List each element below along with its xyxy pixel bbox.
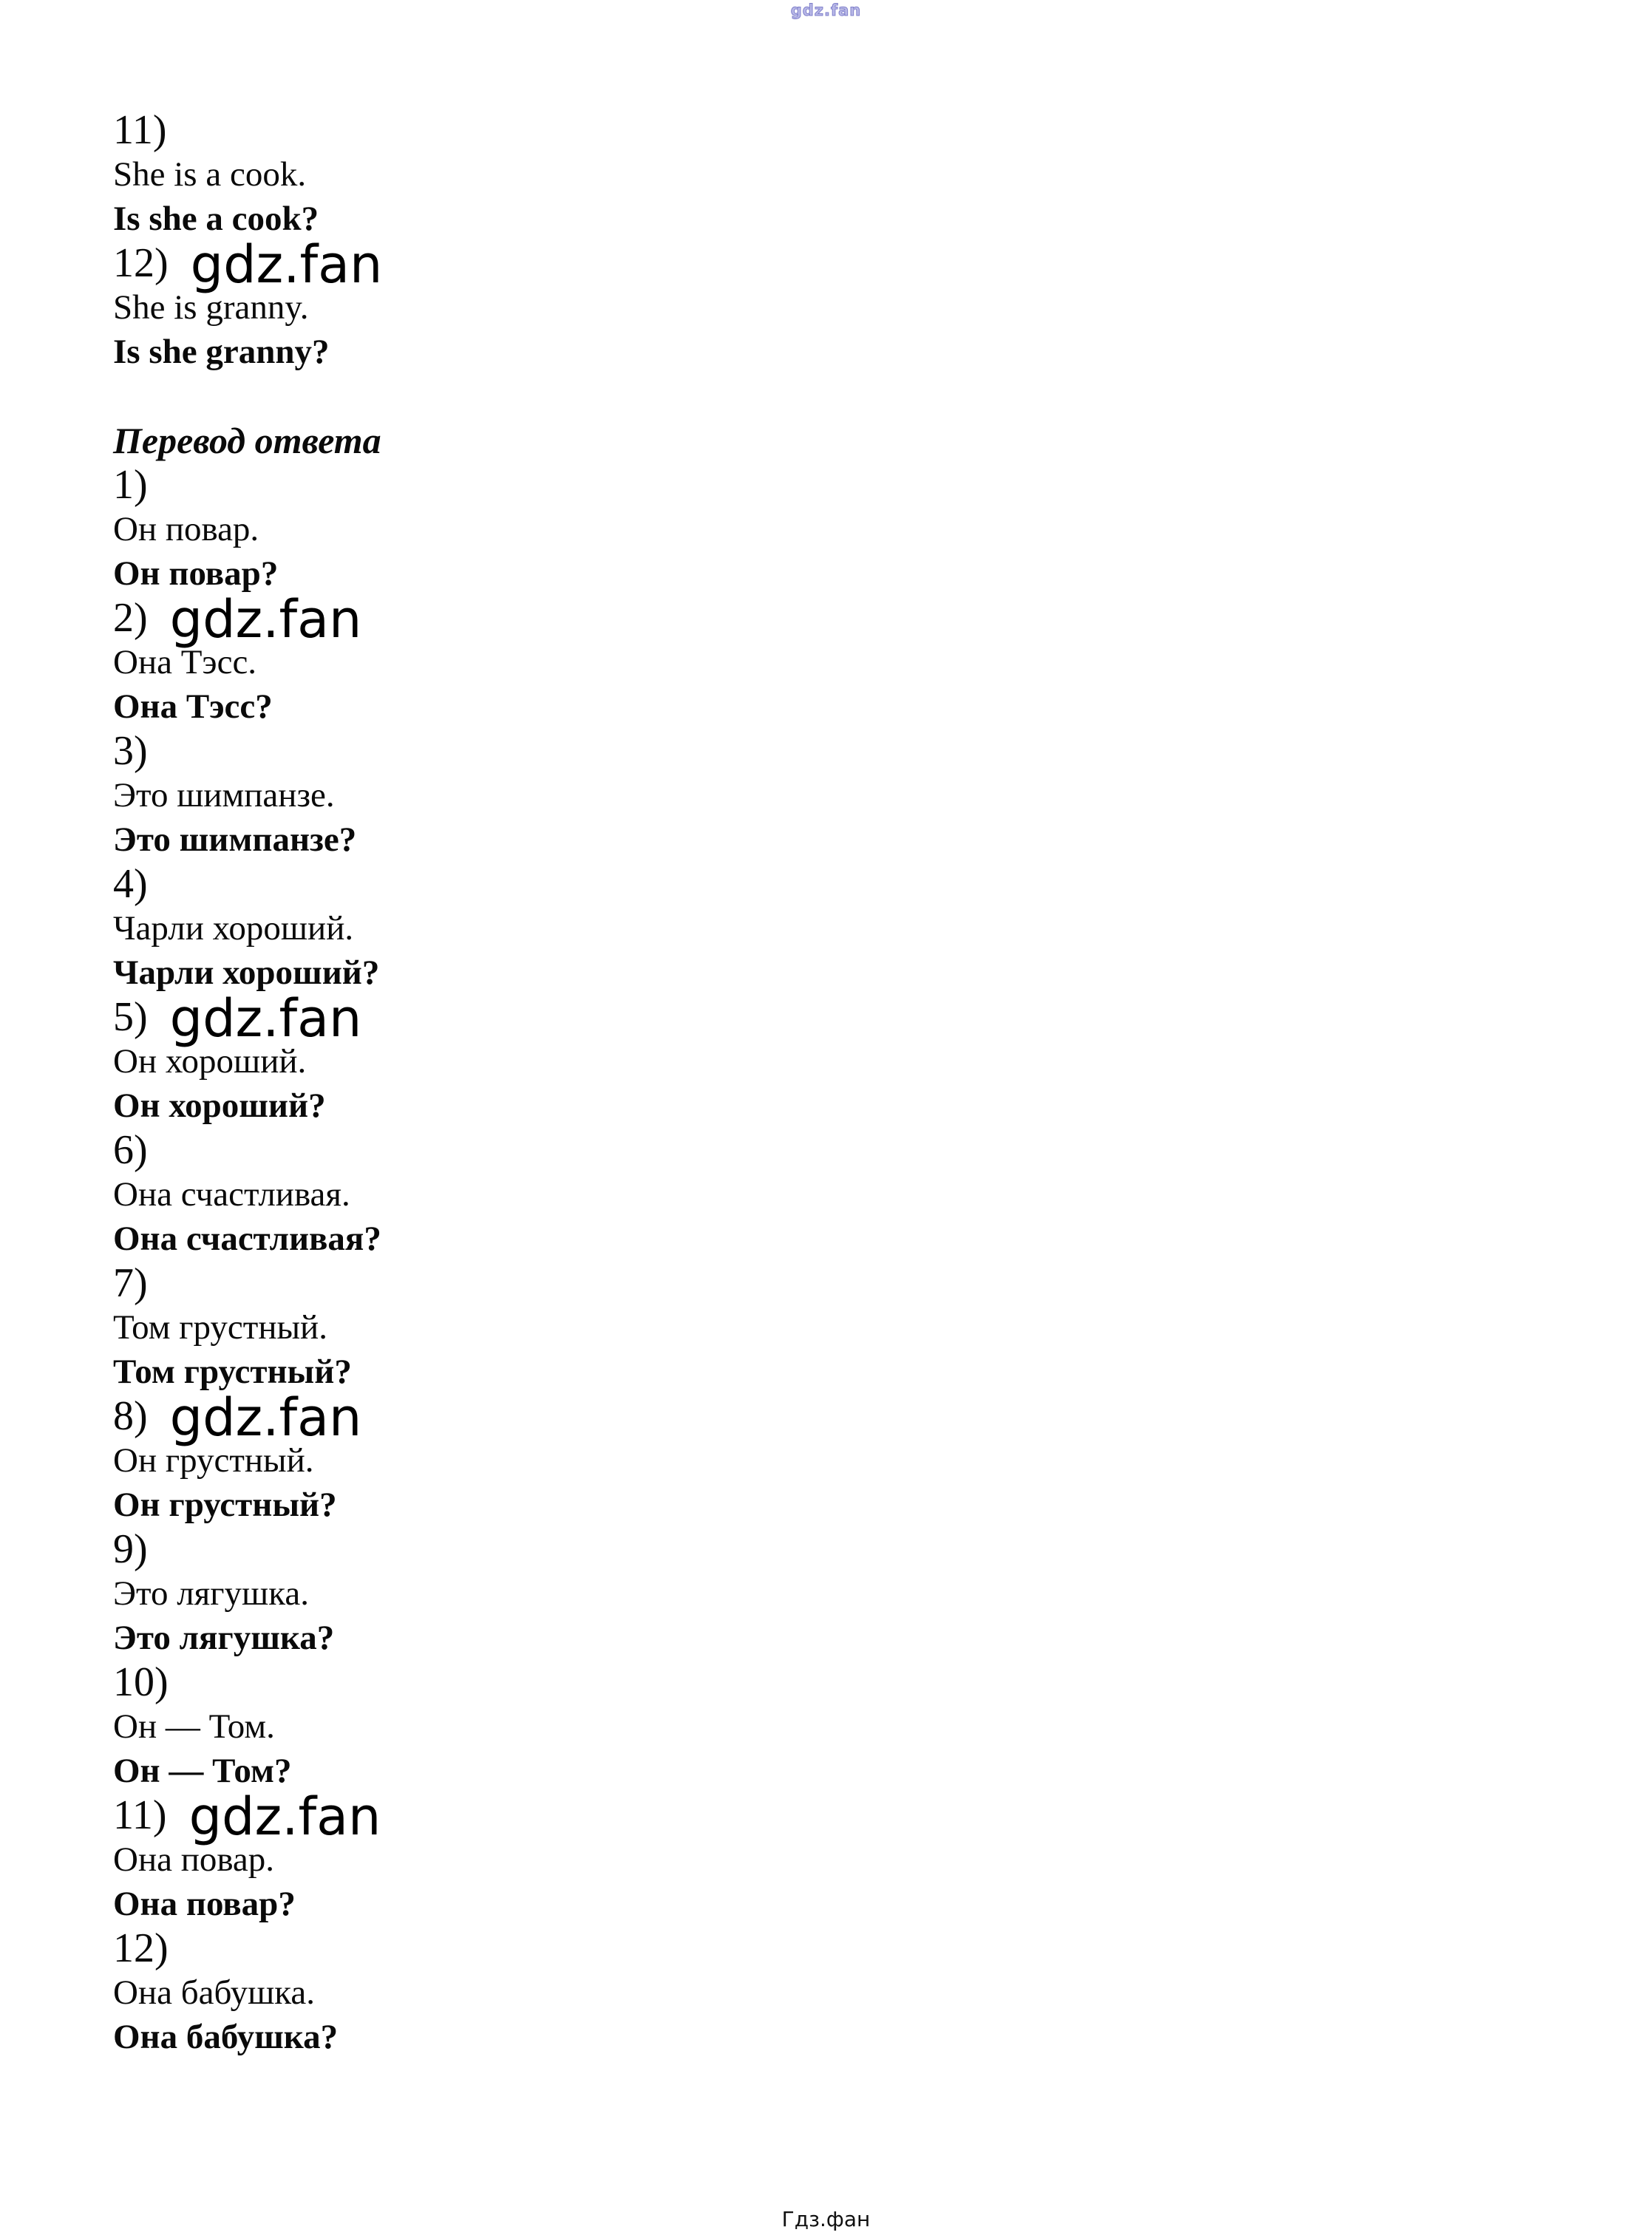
item-number-line [113, 1261, 382, 1305]
answer-item [113, 463, 382, 596]
statement-text: She is a cook. [113, 155, 307, 194]
translation-heading: Перевод ответа [113, 420, 381, 461]
statement-text: Он хороший. [113, 1042, 307, 1081]
answer-item [113, 862, 382, 995]
answer-item [113, 1128, 382, 1261]
item-number: 5) [113, 994, 148, 1040]
statement-text: Он — Том. [113, 1707, 275, 1746]
gdz-watermark: gdz.fan [188, 1786, 381, 1847]
question-text: Она бабушка? [113, 2018, 339, 2056]
statement-text: She is granny. [113, 288, 309, 327]
question-text: Он хороший? [113, 1086, 326, 1125]
statement-text: Том грустный. [113, 1308, 327, 1347]
item-number-line [113, 1926, 382, 1970]
item-number: 10) [113, 1659, 169, 1705]
question-text: Он повар? [113, 554, 279, 593]
gdz-watermark: gdz.fan [169, 589, 362, 650]
item-number-line [113, 234, 383, 295]
site-footer-label: Гдз.фан [781, 2207, 871, 2231]
statement-text: Он повар. [113, 510, 259, 548]
statement-text: Она повар. [113, 1840, 275, 1879]
item-number: 7) [113, 1260, 148, 1306]
item-number-line [113, 463, 382, 507]
answer-item [113, 108, 382, 241]
answer-item [113, 988, 382, 1128]
question-text: Is she a cook? [113, 200, 319, 238]
item-number: 6) [113, 1127, 148, 1173]
item-number: 4) [113, 861, 148, 907]
answer-item [113, 1926, 382, 2059]
answer-item [113, 729, 382, 862]
statement-text: Это шимпанзе. [113, 776, 335, 814]
question-text: Is she granny? [113, 333, 330, 371]
statement-text: Она счастливая. [113, 1175, 350, 1214]
item-number-line [113, 988, 382, 1049]
question-text: Она Тэсс? [113, 687, 273, 726]
item-number-line [113, 589, 382, 650]
statement-text: Он грустный. [113, 1441, 314, 1480]
item-number: 1) [113, 462, 148, 508]
question-text: Она повар? [113, 1885, 296, 1923]
answer-item [113, 1786, 382, 1926]
item-number: 11) [113, 107, 167, 153]
gdz-watermark: gdz.fan [190, 234, 383, 295]
item-number: 12) [113, 1925, 169, 1971]
item-number: 9) [113, 1526, 148, 1572]
answer-item [113, 234, 383, 374]
question-text: Это шимпанзе? [113, 820, 357, 859]
item-number-line [113, 1527, 382, 1571]
statement-text: Она Тэсс. [113, 643, 257, 681]
item-number: 12) [113, 240, 169, 286]
item-number-line [113, 1786, 382, 1847]
answer-item [113, 589, 382, 729]
item-number-line [113, 1128, 382, 1172]
statement-text: Она бабушка. [113, 1973, 316, 2012]
gdz-watermark: gdz.fan [169, 1387, 362, 1448]
item-number: 3) [113, 728, 148, 774]
answer-item [113, 1261, 382, 1394]
item-number-line [113, 729, 382, 773]
item-number-line [113, 1387, 382, 1448]
statement-text: Это лягушка. [113, 1574, 309, 1613]
item-number: 8) [113, 1393, 148, 1439]
answers-content [113, 108, 382, 2059]
question-text: Это лягушка? [113, 1619, 335, 1657]
question-text: Том грустный? [113, 1353, 352, 1391]
item-number: 2) [113, 595, 148, 641]
item-number-line [113, 108, 382, 152]
answer-item [113, 1527, 382, 1660]
answer-item [113, 1387, 382, 1527]
item-number: 11) [113, 1792, 167, 1838]
question-text: Он грустный? [113, 1486, 337, 1524]
top-gdz-watermark: gdz.fan [790, 1, 862, 19]
question-text: Она счастливая? [113, 1220, 381, 1258]
statement-text: Чарли хороший. [113, 909, 354, 948]
item-number-line [113, 862, 382, 906]
answer-item [113, 1660, 382, 1793]
russian-answers-section [113, 463, 382, 2059]
gdz-watermark: gdz.fan [169, 988, 362, 1049]
question-text: Чарли хороший? [113, 953, 380, 992]
item-number-line [113, 1660, 382, 1704]
question-text: Он — Том? [113, 1752, 292, 1790]
english-answers-section [113, 108, 382, 374]
